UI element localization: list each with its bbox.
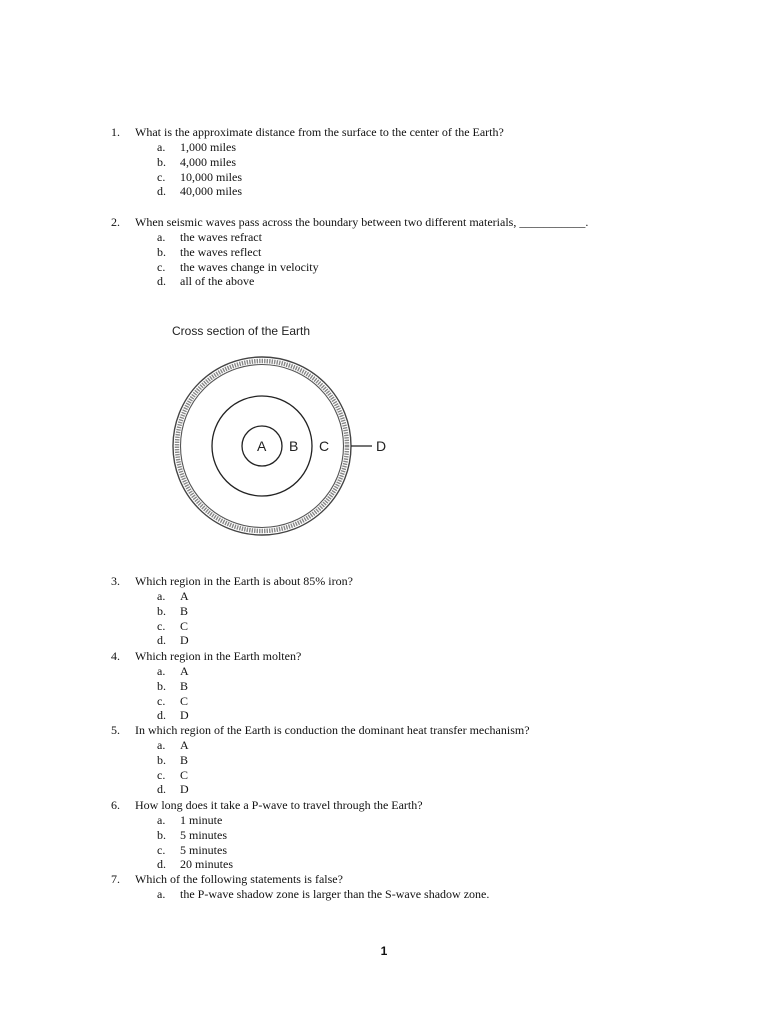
option-letter: b. bbox=[157, 752, 166, 767]
option-letter: a. bbox=[157, 140, 166, 154]
option-text: the waves reflect bbox=[180, 244, 262, 259]
option-text: D bbox=[180, 782, 189, 797]
page-number: 1 bbox=[380, 944, 388, 958]
label-c: C bbox=[319, 438, 330, 454]
option-letter: d. bbox=[157, 857, 166, 872]
question-text: When seismic waves pass across the boundary between two different materials, ___________. bbox=[135, 215, 589, 229]
option-text: A bbox=[180, 589, 189, 603]
option-text: 10,000 miles bbox=[180, 169, 242, 184]
option-letter: a. bbox=[157, 813, 166, 827]
option-letter: b. bbox=[157, 603, 166, 618]
option-letter: c. bbox=[157, 259, 166, 274]
option-letter: a. bbox=[157, 887, 166, 901]
option-text: 40,000 miles bbox=[180, 184, 242, 199]
question-number: 2. bbox=[111, 215, 120, 229]
question-number: 4. bbox=[111, 649, 120, 663]
question-text: Which region in the Earth molten? bbox=[135, 649, 302, 663]
option-text: B bbox=[180, 603, 189, 618]
option-text: C bbox=[180, 767, 189, 782]
option-letter: d. bbox=[157, 708, 166, 723]
option-letter: c. bbox=[157, 169, 166, 184]
option-letter: b. bbox=[157, 678, 166, 693]
option-text: the waves change in velocity bbox=[180, 259, 319, 274]
option-letter: d. bbox=[157, 782, 166, 797]
option-text: 5 minutes bbox=[180, 842, 227, 857]
option-letter: a. bbox=[157, 664, 166, 678]
question-text: Which of the following statements is false? bbox=[135, 872, 343, 886]
earth-cross-section-figure bbox=[136, 320, 412, 560]
question-text: How long does it take a P-wave to travel through the Earth? bbox=[135, 798, 423, 812]
option-text: 20 minutes bbox=[180, 857, 233, 872]
option-text: all of the above bbox=[180, 274, 255, 289]
question-text: In which region of the Earth is conduction the dominant heat transfer mechanism? bbox=[135, 723, 530, 737]
question-text: What is the approximate distance from the surface to the center of the Earth? bbox=[135, 125, 504, 139]
option-letter: c. bbox=[157, 842, 166, 857]
label-b: B bbox=[289, 438, 299, 454]
option-letter: b. bbox=[157, 244, 166, 259]
option-letter: c. bbox=[157, 767, 166, 782]
question-number: 1. bbox=[111, 125, 120, 139]
option-text: the waves refract bbox=[180, 230, 262, 244]
option-text: D bbox=[180, 633, 189, 648]
option-text: the P-wave shadow zone is larger than the S-wave shadow zone. bbox=[180, 887, 490, 901]
label-d: D bbox=[376, 438, 387, 454]
option-text: B bbox=[180, 678, 189, 693]
option-letter: a. bbox=[157, 589, 166, 603]
option-text: C bbox=[180, 618, 189, 633]
option-letter: c. bbox=[157, 618, 166, 633]
option-text: C bbox=[180, 693, 189, 708]
option-text: A bbox=[180, 738, 189, 752]
option-text: B bbox=[180, 752, 189, 767]
option-letter: a. bbox=[157, 230, 166, 244]
option-letter: b. bbox=[157, 827, 166, 842]
option-text: D bbox=[180, 708, 189, 723]
earth-diagram bbox=[136, 320, 412, 560]
option-letter: c. bbox=[157, 693, 166, 708]
option-text: 1,000 miles bbox=[180, 140, 236, 154]
question-number: 6. bbox=[111, 798, 120, 812]
option-letter: b. bbox=[157, 154, 166, 169]
option-letter: d. bbox=[157, 633, 166, 648]
figure-caption: Cross section of the Earth bbox=[172, 324, 311, 338]
option-letter: d. bbox=[157, 274, 166, 289]
label-a: A bbox=[257, 438, 267, 454]
option-text: 1 minute bbox=[180, 813, 223, 827]
question-number: 7. bbox=[111, 872, 120, 886]
question-text: Which region in the Earth is about 85% iron? bbox=[135, 574, 353, 588]
option-letter: d. bbox=[157, 184, 166, 199]
question-number: 3. bbox=[111, 574, 120, 588]
option-text: 4,000 miles bbox=[180, 154, 236, 169]
option-letter: a. bbox=[157, 738, 166, 752]
option-text: 5 minutes bbox=[180, 827, 227, 842]
option-text: A bbox=[180, 664, 189, 678]
question-number: 5. bbox=[111, 723, 120, 737]
